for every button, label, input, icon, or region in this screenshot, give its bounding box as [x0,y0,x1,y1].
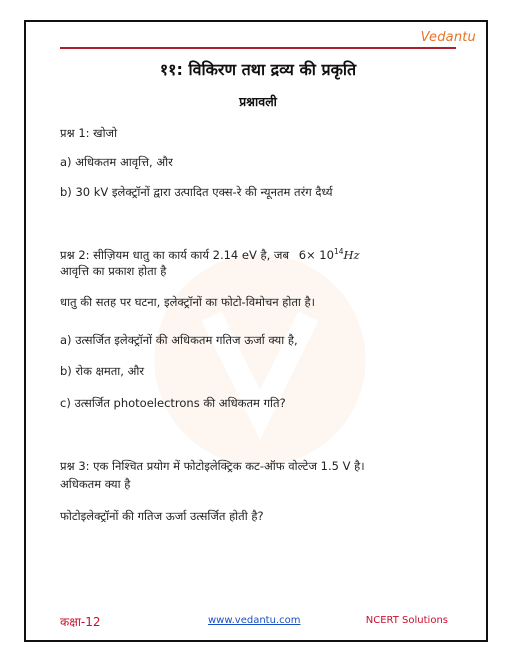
watermark-logo [150,250,370,470]
q2-part-c: c) उत्सर्जित photoelectrons की अधिकतम गति? [60,396,286,410]
q2-part-b: b) रोक क्षमता, और [60,364,145,378]
q3-heading-continued: अधिकतम क्या है [60,477,131,491]
q2-part-a: a) उत्सर्जित इलेक्ट्रॉनों की अधिकतम गतिज ऊर्जा क्या है, [60,333,298,347]
q3-line2: फोटोइलेक्ट्रॉनों की गतिज ऊर्जा उत्सर्जित होती है? [60,509,264,523]
q1-part-a: a) अधिकतम आवृत्ति, और [60,155,173,169]
q2-frequency-exponent: 14 [333,247,344,257]
q3-heading: प्रश्न 3: एक निश्चित प्रयोग में फोटोइलेक्ट्रिक कट-ऑफ वोल्टेज 1.5 V है। [60,459,365,473]
q2-frequency-unit: Hz [343,248,360,262]
q2-frequency-base: 6× 10 [298,248,334,262]
footer-label: NCERT Solutions [365,615,448,626]
footer-class: कक्षा-12 [60,615,101,629]
q2-line2: धातु की सतह पर घटना, इलेक्ट्रॉनों का फोटो-विमोचन होता है। [60,295,316,309]
q2-frequency [299,248,360,262]
brand-logo: Vedantu [420,30,476,45]
q2-heading [60,248,452,263]
header-rule [60,47,456,49]
footer-website-link[interactable]: www.vedantu.com [208,615,301,626]
q1-heading: प्रश्न 1: खोजो [60,126,118,140]
chapter-title: ११: विकिरण तथा द्रव्य की प्रकृति [159,60,357,79]
q2-heading-text: प्रश्न 2: सीज़ियम धातु का कार्य कार्य 2.14 eV है, जब [60,248,290,262]
q1-part-b: b) 30 kV इलेक्ट्रॉनों द्वारा उत्पादित एक्स-रे की न्यूनतम तरंग दैर्ध्य [60,185,333,199]
section-subtitle: प्रश्नावली [239,94,277,109]
q2-heading-continued: आवृत्ति का प्रकाश होता है [60,264,167,278]
